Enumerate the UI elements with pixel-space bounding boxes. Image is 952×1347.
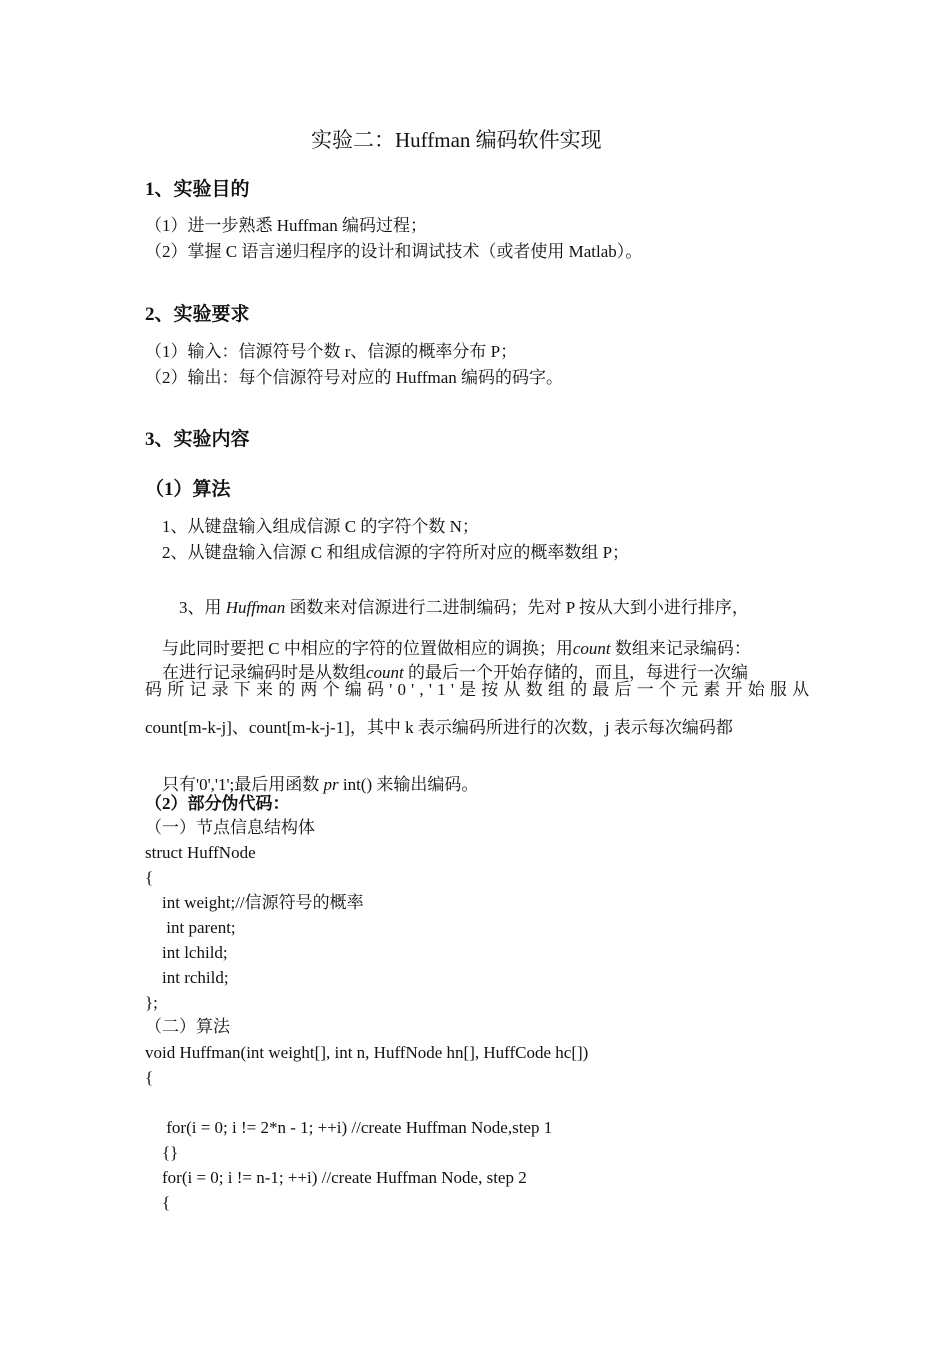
algorithm-heading: （1）算法 [145, 479, 231, 500]
algorithm-step-2: 2、从键盘输入信源 C 和组成信源的字符所对应的概率数组 P； [162, 543, 630, 562]
pseudocode-heading: （2）部分伪代码： [145, 794, 290, 813]
section-heading-content: 3、实验内容 [145, 429, 250, 450]
requirement-item-1: （1）输入：信源符号个数 r、信源的概率分布 P； [145, 342, 518, 361]
para-line5-italic: pr [323, 775, 339, 794]
section-heading-purpose: 1、实验目的 [145, 179, 250, 200]
code-line: void Huffman(int weight[], int n, HuffNode hn[], HuffCode hc[]) [145, 1043, 589, 1062]
code-line: int parent; [145, 918, 236, 937]
para-line2-text-b: 的最后一个开始存储的，而且，每进行一次编 [403, 663, 749, 682]
section-heading-requirements: 2、实验要求 [145, 304, 250, 325]
code-line: int weight;//信源符号的概率 [145, 893, 364, 912]
para-line5-text-b: int() 来输出编码。 [338, 775, 479, 794]
para-line1-text-b: 数组来记录编码： [610, 639, 751, 658]
code-line: （二）算法 [145, 1017, 230, 1036]
step3-prefix: 3、用 [179, 598, 226, 617]
para-line1-italic: count [572, 639, 611, 658]
code-line: }; [145, 993, 158, 1012]
code-line: {} [145, 1143, 179, 1162]
code-line: for(i = 0; i != n-1; ++i) //create Huffman Node, step 2 [145, 1168, 527, 1187]
para-line5-text-a: 只有'0','1';最后用函数 [162, 775, 324, 794]
purpose-item-2: （2）掌握 C 语言递归程序的设计和调试技术（或者使用 Matlab）。 [145, 242, 643, 261]
code-line: { [145, 1068, 154, 1087]
para-line1-text-a: 与此同时要把 C 中相应的字符的位置做相应的调换；用 [162, 639, 573, 658]
code-line: struct HuffNode [145, 843, 256, 862]
paragraph-line-4: count[m-k-j]、count[m-k-j-1]，其中 k 表示编码所进行的次数，j 表示每次编码都 [145, 718, 733, 737]
algorithm-step-1: 1、从键盘输入组成信源 C 的字符个数 N； [162, 517, 479, 536]
code-line: int rchild; [145, 968, 229, 987]
para-line2-text-a: 在进行记录编码时是从数组 [162, 663, 366, 682]
code-line: { [145, 1193, 171, 1212]
purpose-item-1: （1）进一步熟悉 Huffman 编码过程； [145, 216, 428, 235]
requirement-item-2: （2）输出：每个信源符号对应的 Huffman 编码的码字。 [145, 368, 564, 387]
step3-function-name: Huffman [225, 598, 286, 617]
step3-suffix: 函数来对信源进行二进制编码；先对 P 按从大到小进行排序， [285, 598, 749, 617]
code-line: for(i = 0; i != 2*n - 1; ++i) //create Huffman Node,step 1 [145, 1118, 553, 1137]
paragraph-line-3: 码所记录下来的两个编码'0','1'是按从数组的最后一个元素开始服从 [145, 680, 815, 699]
para-line2-italic: count [366, 663, 404, 682]
code-line: { [145, 868, 154, 887]
code-line: （一）节点信息结构体 [145, 818, 315, 837]
code-line: int lchild; [145, 943, 228, 962]
page-title: 实验二：Huffman 编码软件实现 [311, 128, 602, 152]
